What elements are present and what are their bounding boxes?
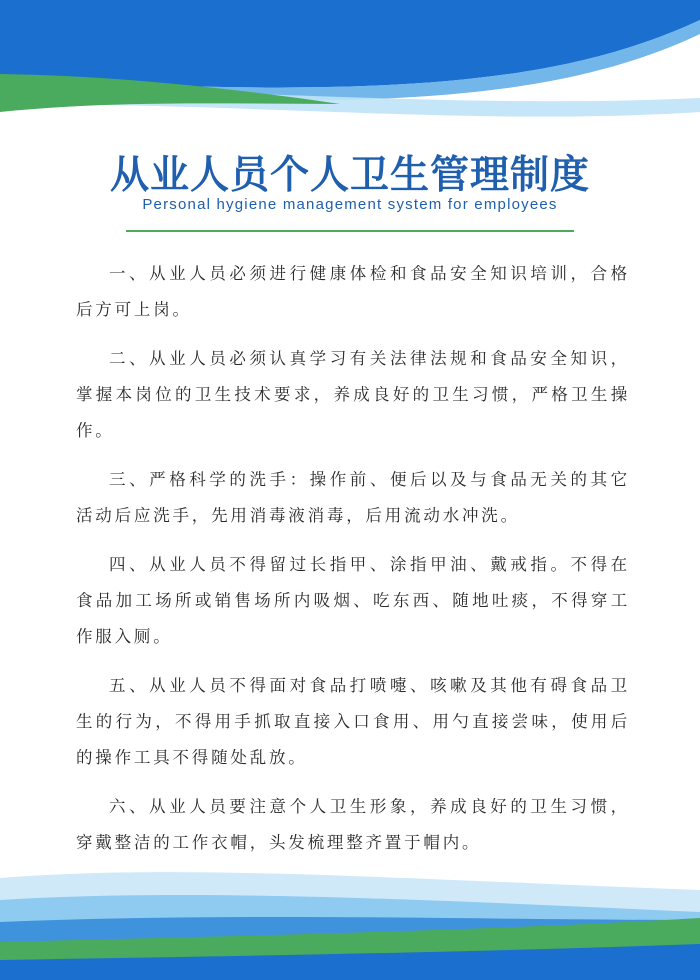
rule-item-1: 一、从业人员必须进行健康体检和食品安全知识培训，合格后方可上岗。 xyxy=(76,264,630,319)
page-subtitle: Personal hygiene management system for employees xyxy=(142,196,558,213)
rule-item-2: 二、从业人员必须认真学习有关法律法规和食品安全知识，掌握本岗位的卫生技术要求，养成良好的卫生习惯，严格卫生操作。 xyxy=(76,349,630,440)
rules-list xyxy=(76,256,630,923)
rule-item-6: 六、从业人员要注意个人卫生形象，养成良好的卫生习惯，穿戴整洁的工作衣帽，头发梳理整齐置于帽内。 xyxy=(76,797,630,852)
title-divider xyxy=(126,230,574,232)
rule-item-3: 三、严格科学的洗手：操作前、便后以及与食品无关的其它活动后应洗手，先用消毒液消毒，后用流动水冲洗。 xyxy=(76,470,630,525)
top-wave-decoration xyxy=(0,0,700,130)
rule-item-4: 四、从业人员不得留过长指甲、涂指甲油、戴戒指。不得在食品加工场所或销售场所内吸烟、吃东西、随地吐痰，不得穿工作服入厕。 xyxy=(76,555,630,646)
rule-item-5: 五、从业人员不得面对食品打喷嚏、咳嗽及其他有碍食品卫生的行为，不得用手抓取直接入口食用、用勺直接尝味，使用后的操作工具不得随处乱放。 xyxy=(76,676,630,767)
page-title: 从业人员个人卫生管理制度 xyxy=(109,153,590,198)
bottom-wave-decoration xyxy=(0,860,700,980)
